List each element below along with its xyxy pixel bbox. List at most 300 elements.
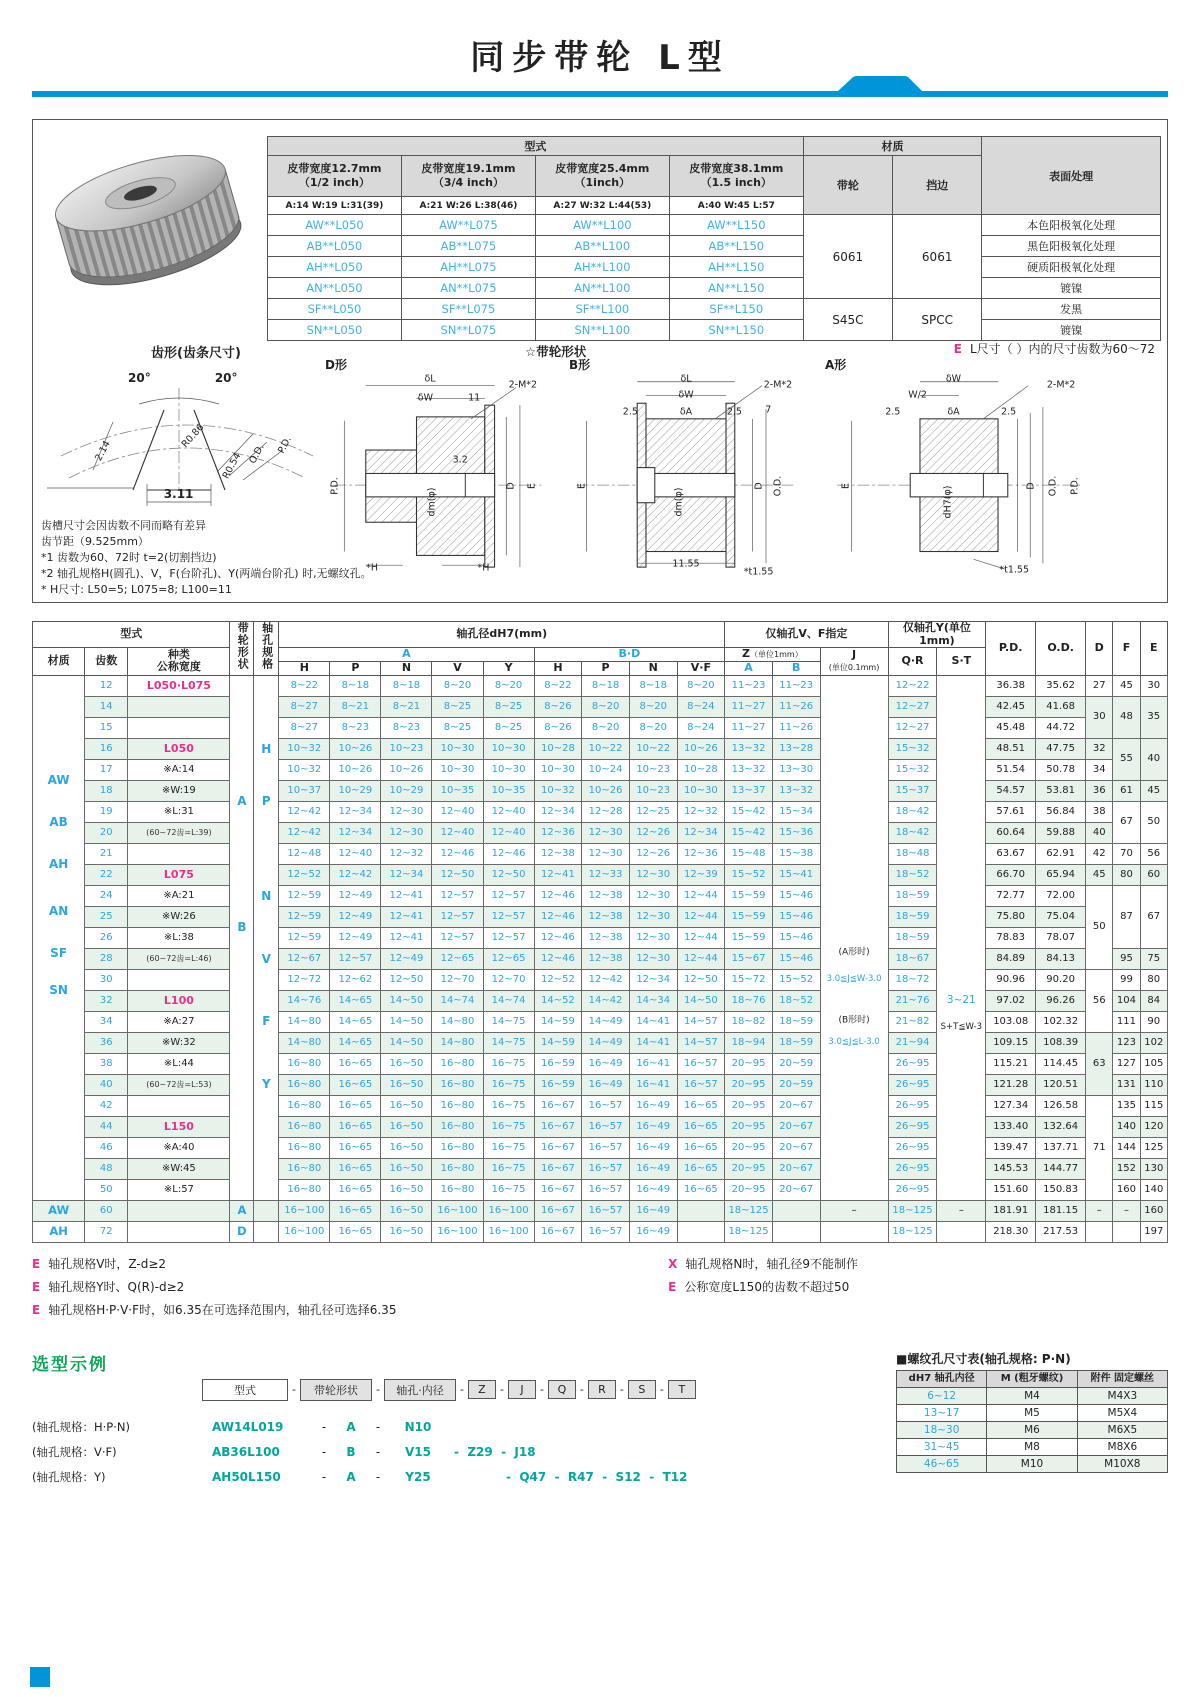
e-value: 40 <box>1140 738 1167 780</box>
pitch-diameter: 75.80 <box>986 906 1036 927</box>
qr-range: 18~42 <box>888 822 937 843</box>
bore-range-a: 16~50 <box>381 1116 432 1137</box>
thread-size: M4 <box>987 1387 1077 1404</box>
j-column-labels <box>821 676 888 1200</box>
drawing-dim-label: δW <box>417 392 433 403</box>
bore-range-bd: 10~22 <box>582 738 630 759</box>
outside-diameter: 90.20 <box>1036 969 1086 990</box>
example-dash: - <box>375 1419 381 1434</box>
d-value: 27 <box>1086 675 1113 696</box>
overlay-label: V <box>261 951 271 966</box>
example-row <box>32 1469 896 1485</box>
bore-range-a: 16~50 <box>381 1074 432 1095</box>
bore-range-bd: 12~50 <box>677 969 725 990</box>
type-code: AW**L050 <box>268 215 402 236</box>
width-label: ※W:45 <box>128 1158 230 1179</box>
example-tail: - Q47 - R47 - S12 - T12 <box>506 1469 688 1484</box>
spec-row <box>33 1095 1168 1116</box>
bore-range-a: 16~65 <box>330 1116 381 1137</box>
bore-diameter-range: 6~12 <box>897 1387 987 1404</box>
bore-range-bd: 12~38 <box>582 948 630 969</box>
bore-range-a: 8~25 <box>483 717 534 738</box>
tooth-dim-label: R0.86 <box>179 422 206 450</box>
outside-diameter: 150.83 <box>1036 1179 1086 1200</box>
qr-range: 15~32 <box>888 759 937 780</box>
drawing-dim-label: E <box>576 482 588 489</box>
spec-row <box>33 1032 1168 1053</box>
bore-range-a: 14~80 <box>432 1032 483 1053</box>
drawing-dim-label: δW <box>945 373 962 385</box>
overlay-label: AH <box>48 857 69 872</box>
bore-range-bd: 12~44 <box>677 927 725 948</box>
tr <box>268 137 1161 156</box>
thread-table-head <box>897 1370 1168 1387</box>
belt-width-mm: 皮带宽度12.7mm <box>287 161 382 175</box>
pitch-diameter: 45.48 <box>986 717 1036 738</box>
bore-range-bd: 12~39 <box>677 864 725 885</box>
hdr-e: E <box>1140 622 1167 676</box>
bore-range-bd: 10~22 <box>629 738 677 759</box>
bore-range-bd: 16~57 <box>582 1116 630 1137</box>
e-value: 160 <box>1140 1200 1167 1221</box>
bore-range-a: 16~75 <box>483 1179 534 1200</box>
bore-range-bd: 12~52 <box>534 969 582 990</box>
z-range: 18~94 <box>725 1032 773 1053</box>
bore-range-a: 10~30 <box>483 738 534 759</box>
qr-range: 18~59 <box>888 927 937 948</box>
type-code: AH**L050 <box>268 257 402 278</box>
bore-range-bd: 8~26 <box>534 717 582 738</box>
belt-width-header <box>669 156 803 197</box>
z-range: 13~28 <box>772 738 820 759</box>
bore-range-a: 12~46 <box>483 843 534 864</box>
j-column <box>820 675 888 1200</box>
spec-row <box>33 738 1168 759</box>
e-note <box>954 340 1155 357</box>
belt-width-header <box>268 156 402 197</box>
footnote-text: 轴孔规格N时，轴孔径9不能制作 <box>685 1256 859 1271</box>
bore-range-a: 12~40 <box>432 801 483 822</box>
type-code: SF**L075 <box>401 299 535 320</box>
example-label: (轴孔规格：H·P·N) <box>32 1419 130 1434</box>
bore-range-bd: 14~59 <box>534 1032 582 1053</box>
spec-row <box>33 675 1168 696</box>
bore-range-bd: 14~52 <box>534 990 582 1011</box>
bore-range-a: 12~49 <box>330 885 381 906</box>
bore-range-a: 12~49 <box>330 927 381 948</box>
bore-range-a: 16~65 <box>330 1158 381 1179</box>
span: J <box>852 647 857 661</box>
st-cell: – <box>937 1200 986 1221</box>
outside-diameter: 53.81 <box>1036 780 1086 801</box>
z-range: 13~32 <box>725 759 773 780</box>
tooth-dim-label: O.D. <box>247 442 267 466</box>
belt-width-header <box>401 156 535 197</box>
z-range <box>772 1221 820 1242</box>
teeth-count: 48 <box>85 1158 128 1179</box>
teeth-count: 22 <box>85 864 128 885</box>
outside-diameter: 59.88 <box>1036 822 1086 843</box>
hdr-j <box>820 648 888 675</box>
bore-range-bd: 8~24 <box>677 717 725 738</box>
bore-range-a: 12~32 <box>381 843 432 864</box>
bore-range-bd: 12~46 <box>534 927 582 948</box>
bore-column <box>254 675 279 1200</box>
formula-box: 带轮形状 <box>300 1379 372 1401</box>
tooth-dim-label: R0.54 <box>220 451 244 482</box>
bore-range-a: 12~65 <box>483 948 534 969</box>
bore-range-a: 12~72 <box>279 969 330 990</box>
z-range: 20~95 <box>725 1116 773 1137</box>
drawing-dim-label: W/2 <box>908 389 927 401</box>
bore-range-a: 12~46 <box>432 843 483 864</box>
type-code: AN**L100 <box>535 278 669 299</box>
belt-dims: A:14 W:19 L:31(39) <box>268 197 402 215</box>
bore-range-bd: 12~32 <box>677 801 725 822</box>
spec-table-head <box>33 622 1168 676</box>
teeth-count: 17 <box>85 759 128 780</box>
bore-range-bd: 12~36 <box>534 822 582 843</box>
bore-range-bd: 8~24 <box>677 696 725 717</box>
d-value: 40 <box>1086 822 1113 843</box>
spec-row <box>33 822 1168 843</box>
spec-row <box>33 906 1168 927</box>
f-value: 152 <box>1113 1158 1140 1179</box>
bore-range-a: 12~34 <box>330 801 381 822</box>
z-range: 18~59 <box>772 1011 820 1032</box>
outside-diameter: 108.39 <box>1036 1032 1086 1053</box>
rule-bump-icon <box>838 75 928 91</box>
bore-range-a: 16~100 <box>279 1200 330 1221</box>
bore-range-bd: 10~28 <box>677 759 725 780</box>
type-code: AB**L150 <box>669 236 803 257</box>
pitch-diameter: 90.96 <box>986 969 1036 990</box>
drawing-dim-label: 7 <box>765 404 772 416</box>
bore-range-a: 12~49 <box>330 906 381 927</box>
drawing-dim-label: 2.5 <box>1001 406 1017 418</box>
qr-range: 26~95 <box>888 1074 937 1095</box>
pitch-diameter: 115.21 <box>986 1053 1036 1074</box>
qr-range: 21~76 <box>888 990 937 1011</box>
bore-range-bd: 16~65 <box>677 1179 725 1200</box>
tooth-dim-label: 3.11 <box>163 486 194 501</box>
qr-range: 18~67 <box>888 948 937 969</box>
bore-range-a: 12~65 <box>432 948 483 969</box>
f-value: 55 <box>1113 738 1140 780</box>
spec-row <box>33 1074 1168 1095</box>
thread-header: 附件 固定螺丝 <box>1077 1370 1167 1387</box>
thread-row <box>897 1438 1168 1455</box>
bore-range-bd: 10~32 <box>534 780 582 801</box>
d-value: – <box>1086 1200 1113 1221</box>
overlay-label: S+T≦W-3 <box>940 1021 982 1032</box>
title-rule <box>32 91 1168 97</box>
formula-box: T <box>668 1380 696 1399</box>
j-cell: – <box>820 1200 888 1221</box>
outside-diameter: 217.53 <box>1036 1221 1086 1242</box>
bore-range-a: 16~80 <box>432 1179 483 1200</box>
qr-range: 26~95 <box>888 1137 937 1158</box>
f-value <box>1113 1221 1140 1242</box>
type-code: SN**L100 <box>535 320 669 341</box>
drawing-d-title: D形 <box>325 358 347 372</box>
spec-row <box>33 780 1168 801</box>
z-range: 20~67 <box>772 1137 820 1158</box>
example-shape: A <box>346 1419 356 1434</box>
bore-range-bd: 16~49 <box>582 1074 630 1095</box>
type-header: 型式 <box>268 137 804 156</box>
surface-treatment: 发黑 <box>982 299 1161 320</box>
bore-range-a: 8~27 <box>279 696 330 717</box>
width-label: L075 <box>128 864 230 885</box>
hdr-a-p: P <box>330 661 381 675</box>
f-value: 70 <box>1113 843 1140 864</box>
set-screw: M4X3 <box>1077 1387 1167 1404</box>
bore-diameter-range: 31~45 <box>897 1438 987 1455</box>
bore-range-bd: 12~30 <box>629 948 677 969</box>
outside-diameter: 35.62 <box>1036 675 1086 696</box>
set-screw: M6X5 <box>1077 1421 1167 1438</box>
bore-range-a: 16~80 <box>279 1053 330 1074</box>
e-value: 102 <box>1140 1032 1167 1053</box>
bore-range-a: 12~48 <box>279 843 330 864</box>
bore-range-bd: 16~49 <box>629 1095 677 1116</box>
outside-diameter: 62.91 <box>1036 843 1086 864</box>
bore-range-bd: 12~46 <box>534 885 582 906</box>
bore-range-bd <box>677 1200 725 1221</box>
bore-range-a: 8~20 <box>483 675 534 696</box>
bore-range-a: 10~35 <box>432 780 483 801</box>
span: 公称宽度 <box>156 660 201 674</box>
e-value: 125 <box>1140 1137 1167 1158</box>
bore-range-bd: 14~57 <box>677 1011 725 1032</box>
path <box>838 76 922 91</box>
f-value: 87 <box>1113 885 1140 948</box>
tooth-note: 齿槽尺寸会因齿数不同而略有差异 <box>41 519 206 532</box>
bore-range-bd: 16~49 <box>629 1116 677 1137</box>
example-shape: A <box>346 1469 356 1484</box>
bore-range-bd: 16~57 <box>582 1179 630 1200</box>
bore-range-a: 10~30 <box>483 759 534 780</box>
example-bore: V15 <box>405 1444 431 1459</box>
type-code: SN**L075 <box>401 320 535 341</box>
z-range: 18~82 <box>725 1011 773 1032</box>
z-range: 20~67 <box>772 1179 820 1200</box>
e-value: 140 <box>1140 1179 1167 1200</box>
bore-range-bd: 12~46 <box>534 906 582 927</box>
flange-material: 6061 <box>893 215 982 299</box>
bore-range-a: 16~65 <box>330 1137 381 1158</box>
e-value: 90 <box>1140 1011 1167 1032</box>
spec-row <box>33 717 1168 738</box>
example-code: AW14L019 <box>212 1419 284 1434</box>
type-code: SN**L150 <box>669 320 803 341</box>
bore-range-a: 12~49 <box>381 948 432 969</box>
bore-range-bd: 10~26 <box>582 780 630 801</box>
bore-range-bd: 16~57 <box>582 1200 630 1221</box>
bore-range-a: 10~29 <box>381 780 432 801</box>
teeth-count: 18 <box>85 780 128 801</box>
bore-range-bd: 16~49 <box>629 1179 677 1200</box>
drawing-dim-label: 11 <box>468 392 481 403</box>
footnotes <box>32 1255 1168 1324</box>
qr-range: 21~94 <box>888 1032 937 1053</box>
surface-treatment: 本色阳极氧化处理 <box>982 215 1161 236</box>
bore-range-a: 10~26 <box>330 738 381 759</box>
bore-range-bd: 12~34 <box>629 969 677 990</box>
qr-range: 15~37 <box>888 780 937 801</box>
page-title: 同步带轮 L型 <box>470 38 730 78</box>
example-shape: B <box>346 1444 356 1459</box>
footnote-marker: E <box>32 1302 41 1317</box>
span: 带轮形状 <box>236 622 250 671</box>
bore-range-bd: 12~36 <box>677 843 725 864</box>
page-corner-mark <box>30 1667 50 1687</box>
teeth-count: 24 <box>85 885 128 906</box>
f-value: 99 <box>1113 969 1140 990</box>
bore-range-bd: 16~67 <box>534 1221 582 1242</box>
z-range: 15~46 <box>772 906 820 927</box>
bore-range-bd <box>677 1221 725 1242</box>
z-range: 20~95 <box>725 1137 773 1158</box>
width-label: ※A:40 <box>128 1137 230 1158</box>
thread-row <box>897 1421 1168 1438</box>
bore-range-a: 8~18 <box>330 675 381 696</box>
bore-cell <box>254 1221 279 1242</box>
f-value: 144 <box>1113 1137 1140 1158</box>
bore-range-a: 12~57 <box>330 948 381 969</box>
z-range: 15~41 <box>772 864 820 885</box>
e-value: 120 <box>1140 1116 1167 1137</box>
width-label: L050·L075 <box>128 675 230 696</box>
qr-range: 26~95 <box>888 1053 937 1074</box>
z-range: 20~95 <box>725 1179 773 1200</box>
bore-range-bd: 10~23 <box>629 759 677 780</box>
table <box>267 136 1161 341</box>
pitch-diameter: 42.45 <box>986 696 1036 717</box>
footnote <box>668 1255 1168 1272</box>
bore-range-a: 16~75 <box>483 1137 534 1158</box>
pulley-material: 6061 <box>803 215 892 299</box>
spec-row <box>33 990 1168 1011</box>
bore-range-bd: 16~57 <box>677 1074 725 1095</box>
bore-range-bd: 14~41 <box>629 1032 677 1053</box>
z-range: 13~30 <box>772 759 820 780</box>
bore-range-bd: 16~57 <box>582 1158 630 1179</box>
drawing-dim-label: δA <box>947 406 960 418</box>
bore-range-a: 8~27 <box>279 717 330 738</box>
pitch-diameter: 139.47 <box>986 1137 1036 1158</box>
teeth-count: 26 <box>85 927 128 948</box>
spec-row <box>33 948 1168 969</box>
bore-range-bd: 10~23 <box>629 780 677 801</box>
flange-material: SPCC <box>893 299 982 341</box>
e-value: 45 <box>1140 780 1167 801</box>
bore-range-bd: 16~59 <box>534 1074 582 1095</box>
hdr-teeth: 齿数 <box>85 648 128 675</box>
bore-range-a: 12~42 <box>279 801 330 822</box>
j-cell <box>820 1221 888 1242</box>
pitch-diameter: 181.91 <box>986 1200 1036 1221</box>
drawing-dim-label: 2.5 <box>622 406 638 418</box>
bore-range-bd: 10~30 <box>677 780 725 801</box>
bore-range-a: 14~65 <box>330 990 381 1011</box>
example-bore: Y25 <box>405 1469 431 1484</box>
hdr-vf: 仅轴孔V、F指定 <box>725 622 888 648</box>
qr-range: 18~52 <box>888 864 937 885</box>
bore-range-a: 12~30 <box>381 801 432 822</box>
belt-dims: A:40 W:45 L:57 <box>669 197 803 215</box>
f-value: 45 <box>1113 675 1140 696</box>
bore-range-a: 12~50 <box>483 864 534 885</box>
bore-range-bd: 12~26 <box>629 843 677 864</box>
material-column-labels <box>33 676 84 1200</box>
bore-range-a: 16~65 <box>330 1221 381 1242</box>
qr-range: 18~59 <box>888 906 937 927</box>
hdr-bd-p: P <box>582 661 630 675</box>
thread-size: M10 <box>987 1455 1077 1472</box>
bore-range-bd: 12~33 <box>582 864 630 885</box>
drawing-dim-label: 2-M*2 <box>763 379 793 391</box>
e-value: 35 <box>1140 696 1167 738</box>
bore-range-a: 16~80 <box>279 1074 330 1095</box>
bore-range-bd: 16~49 <box>629 1158 677 1179</box>
width-label <box>128 696 230 717</box>
type-row <box>268 320 1161 341</box>
hdr-st: S·T <box>937 648 986 675</box>
footnote-marker: E <box>32 1279 41 1294</box>
teeth-count: 21 <box>85 843 128 864</box>
drawing-dim-label: *H <box>477 562 490 574</box>
pitch-diameter: 127.34 <box>986 1095 1036 1116</box>
type-code: SF**L100 <box>535 299 669 320</box>
hdr-bd-h: H <box>534 661 582 675</box>
z-range: 20~95 <box>725 1074 773 1095</box>
bore-range-a: 8~22 <box>279 675 330 696</box>
bore-range-a: 16~50 <box>381 1158 432 1179</box>
type-code: SF**L150 <box>669 299 803 320</box>
z-range: 15~59 <box>725 906 773 927</box>
bore-range-bd: 10~24 <box>582 759 630 780</box>
z-range: 20~59 <box>772 1053 820 1074</box>
bore-range-a: 14~74 <box>432 990 483 1011</box>
example-row <box>32 1444 896 1460</box>
bore-range-bd: 12~28 <box>582 801 630 822</box>
width-label: ※W:32 <box>128 1032 230 1053</box>
z-range: 13~37 <box>725 780 773 801</box>
bottom-section <box>32 1350 1168 1494</box>
thread-size: M8 <box>987 1438 1077 1455</box>
bore-range-bd: 16~57 <box>582 1221 630 1242</box>
bore-range-a: 16~100 <box>483 1221 534 1242</box>
pitch-diameter: 66.70 <box>986 864 1036 885</box>
bore-range-a: 10~26 <box>330 759 381 780</box>
bore-column-labels <box>254 676 278 1200</box>
footnote <box>32 1278 668 1295</box>
bore-range-a: 16~75 <box>483 1158 534 1179</box>
width-label: ※W:19 <box>128 780 230 801</box>
drawing-dim-label: O.D. <box>772 475 784 496</box>
teeth-count: 38 <box>85 1053 128 1074</box>
belt-dims: A:27 W:32 L:44(53) <box>535 197 669 215</box>
selection-title: 选型示例 <box>32 1354 108 1375</box>
pitch-diameter: 84.89 <box>986 948 1036 969</box>
qr-range: 26~95 <box>888 1095 937 1116</box>
footnote <box>668 1278 1168 1295</box>
qr-range: 12~27 <box>888 717 937 738</box>
drawing-dim-label: 3.2 <box>452 454 468 466</box>
z-range: 18~76 <box>725 990 773 1011</box>
